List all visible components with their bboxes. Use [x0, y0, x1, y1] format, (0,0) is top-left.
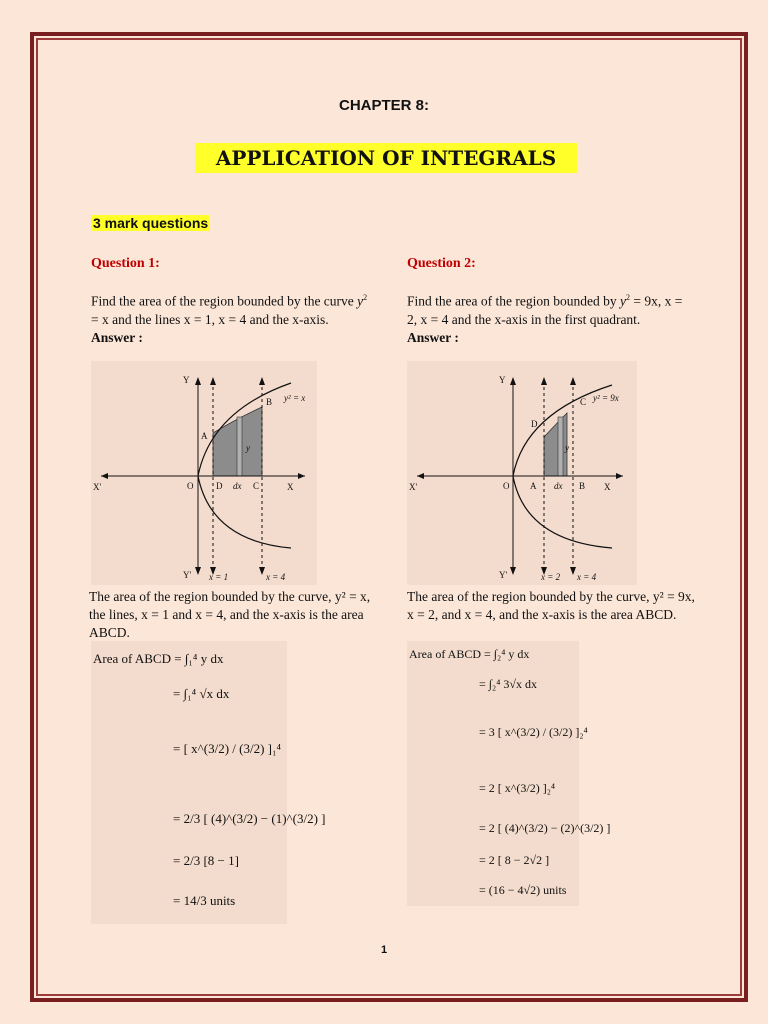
point-a-label: A [201, 431, 208, 441]
solution-step: = (16 − 4√2) units [479, 883, 567, 897]
question-2-graph [407, 361, 637, 585]
question-1-text: Find the area of the region bounded by the curve $y^2 = x$ and the lines x = 1, x = 4 and the x-axis. Answer : [91, 293, 368, 345]
solution-step: = [ x^(3/2) / (3/2) ]₁⁴ [173, 741, 282, 756]
question-2-solution [407, 641, 611, 906]
strip-y-label: y [246, 443, 250, 453]
solution-step: = ∫₁⁴ √x dx [173, 686, 230, 701]
solution-step: = 2/3 [8 − 1] [173, 853, 239, 868]
line-x1-label: x = 1 [209, 572, 229, 582]
axis-x-label: X [604, 482, 611, 492]
line-x4-label: x = 4 [577, 572, 597, 582]
chapter-label: CHAPTER 8: [338, 97, 429, 114]
line-x4-label: x = 4 [266, 572, 286, 582]
axis-x-prime-label: X' [409, 482, 418, 492]
strip-y-label: y [565, 443, 569, 453]
solution-step: Area of ABCD = ∫₁⁴ y dx [93, 651, 224, 666]
point-c-label: C [253, 481, 260, 491]
solution-step: = 2/3 [ (4)^(3/2) − (1)^(3/2) ] [173, 811, 326, 826]
question-2-text: Find the area of the region bounded by $y^2 = 9x$, x = 2, x = 4 and the x-axis in the first quadrant. Answer : [407, 293, 683, 345]
curve-label: y² = 9x [593, 393, 619, 403]
solution-step: = 2 [ (4)^(3/2) − (2)^(3/2) ] [479, 821, 611, 835]
solution-step: = 2 [ 8 − 2√2 ] [479, 853, 550, 867]
point-d-label: D [531, 419, 538, 429]
point-d-label: D [216, 481, 223, 491]
solution-step: Area of ABCD = ∫₂⁴ y dx [409, 647, 530, 661]
axis-y-prime-label: Y' [183, 570, 192, 580]
question-2-description: The area of the region bounded by the curve, y² = 9x, x = 2, and x = 4, and the x-axis is the area ABCD. [407, 589, 695, 622]
axis-x-label: X [287, 482, 294, 492]
origin-label: O [503, 481, 510, 491]
question-1-description: The area of the region bounded by the curve, y² = x, the lines, x = 1 and x = 4, and the x-axis is the area ABCD. [89, 589, 371, 640]
question-1-graph [91, 361, 317, 585]
question-2-heading: Question 2: [407, 256, 476, 271]
solution-step: = 14/3 units [173, 893, 236, 908]
page-title: APPLICATION OF INTEGRALS [195, 143, 577, 173]
curve-label: y² = x [284, 393, 306, 403]
line-x2-label: x = 2 [541, 572, 561, 582]
question-1-heading: Question 1: [91, 256, 160, 271]
point-b-label: B [266, 397, 273, 407]
axis-y-label: Y [183, 375, 190, 385]
point-a-label: A [530, 481, 537, 491]
solution-step: = 3 [ x^(3/2) / (3/2) ]₂⁴ [479, 725, 588, 739]
axis-y-label: Y [499, 375, 506, 385]
axis-x-prime-label: X' [93, 482, 102, 492]
solution-step: = ∫₂⁴ 3√x dx [479, 677, 538, 691]
origin-label: O [187, 481, 194, 491]
strip-dx-label: dx [233, 481, 242, 491]
page-number: 1 [380, 944, 388, 956]
strip-dx-label: dx [554, 481, 563, 491]
answer-label: Answer : [91, 329, 143, 345]
point-c-label: C [580, 397, 587, 407]
axis-y-prime-label: Y' [499, 570, 508, 580]
point-b-label: B [579, 481, 586, 491]
answer-label: Answer : [407, 329, 459, 345]
section-heading: 3 mark questions [93, 215, 209, 231]
solution-step: = 2 [ x^(3/2) ]₂⁴ [479, 781, 556, 795]
question-1-solution [91, 641, 326, 924]
